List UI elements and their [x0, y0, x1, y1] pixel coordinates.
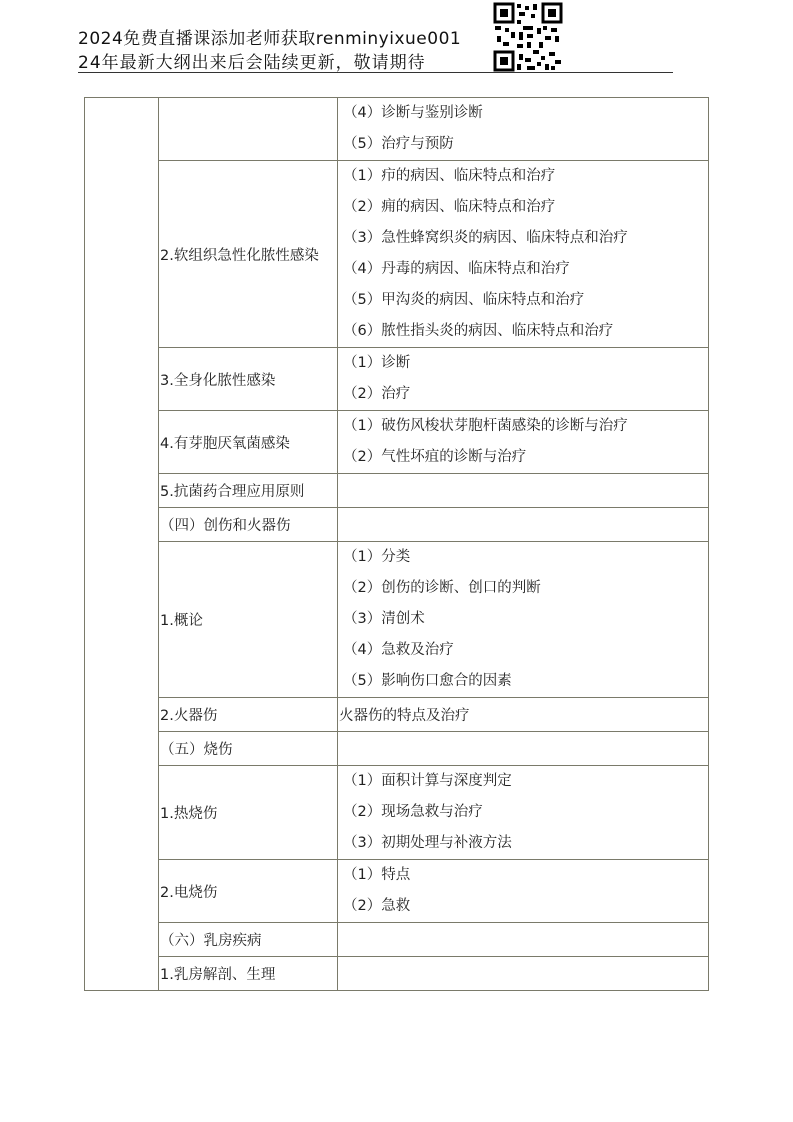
topic-cell: 2.软组织急性化脓性感染 [159, 161, 338, 348]
topic-cell: 1.热烧伤 [159, 766, 338, 860]
detail-cell [338, 860, 709, 923]
detail-cell [338, 98, 709, 161]
table-row [85, 732, 709, 766]
detail-item: （2）治疗 [343, 386, 411, 402]
detail-item: （3）初期处理与补液方法 [343, 835, 512, 851]
detail-item: （3）急性蜂窝织炎的病因、临床特点和治疗 [343, 230, 628, 246]
detail-cell [338, 161, 709, 348]
table-row [85, 508, 709, 542]
detail-item: （2）急救 [343, 898, 411, 914]
table-row [85, 698, 709, 732]
detail-cell [338, 474, 709, 508]
topic-cell: 3.全身化脓性感染 [159, 348, 338, 411]
header-divider [78, 72, 673, 73]
detail-item: （1）诊断 [343, 355, 411, 371]
detail-cell [338, 411, 709, 474]
detail-item: （2）现场急救与治疗 [343, 804, 483, 820]
detail-item: （5）甲沟炎的病因、临床特点和治疗 [343, 292, 585, 308]
detail-item: （1）面积计算与深度判定 [343, 773, 512, 789]
topic-cell: 4.有芽胞厌氧菌感染 [159, 411, 338, 474]
detail-cell [338, 766, 709, 860]
topic-cell: 1.概论 [159, 542, 338, 698]
detail-cell [338, 508, 709, 542]
detail-item: （4）丹毒的病因、临床特点和治疗 [343, 261, 570, 277]
detail-item: （5）治疗与预防 [343, 136, 454, 152]
detail-cell [338, 542, 709, 698]
detail-item: （2）创伤的诊断、创口的判断 [343, 580, 541, 596]
topic-cell: 1.乳房解剖、生理 [159, 957, 338, 991]
detail-cell [338, 732, 709, 766]
table-row [85, 98, 709, 161]
detail-item: （2）气性坏疽的诊断与治疗 [343, 449, 527, 465]
section-heading-cell: （四）创伤和火器伤 [159, 508, 338, 542]
detail-item: （6）脓性指头炎的病因、临床特点和治疗 [343, 323, 614, 339]
detail-cell [338, 348, 709, 411]
detail-cell [338, 957, 709, 991]
header-update-line: 24年最新大纲出来后会陆续更新，敬请期待 [78, 53, 426, 73]
table-row [85, 923, 709, 957]
topic-cell: 2.电烧伤 [159, 860, 338, 923]
detail-item: （3）清创术 [343, 611, 425, 627]
table-row [85, 411, 709, 474]
table-row [85, 348, 709, 411]
detail-item: （4）急救及治疗 [343, 642, 454, 658]
section-heading-cell: （五）烧伤 [159, 732, 338, 766]
table-row [85, 474, 709, 508]
detail-cell: 火器伤的特点及治疗 [338, 698, 709, 732]
table-row [85, 860, 709, 923]
detail-cell [338, 923, 709, 957]
topic-cell: 2.火器伤 [159, 698, 338, 732]
detail-item: （1）分类 [343, 549, 411, 565]
table-row [85, 957, 709, 991]
page-header [78, 8, 673, 74]
qr-code-icon [493, 2, 563, 72]
category-cell [85, 98, 159, 991]
topic-cell: 5.抗菌药合理应用原则 [159, 474, 338, 508]
detail-item: （1）破伤风梭状芽胞杆菌感染的诊断与治疗 [343, 418, 628, 434]
detail-item: （4）诊断与鉴别诊断 [343, 105, 483, 121]
table-row [85, 542, 709, 698]
syllabus-table [84, 97, 709, 991]
table-row [85, 766, 709, 860]
topic-cell [159, 98, 338, 161]
table-row [85, 161, 709, 348]
detail-item: （2）痈的病因、临床特点和治疗 [343, 199, 556, 215]
section-heading-cell: （六）乳房疾病 [159, 923, 338, 957]
header-promo-line: 2024免费直播课添加老师获取renminyixue001 [78, 29, 462, 49]
detail-item: （5）影响伤口愈合的因素 [343, 673, 512, 689]
detail-item: （1）特点 [343, 867, 411, 883]
detail-item: （1）疖的病因、临床特点和治疗 [343, 168, 556, 184]
